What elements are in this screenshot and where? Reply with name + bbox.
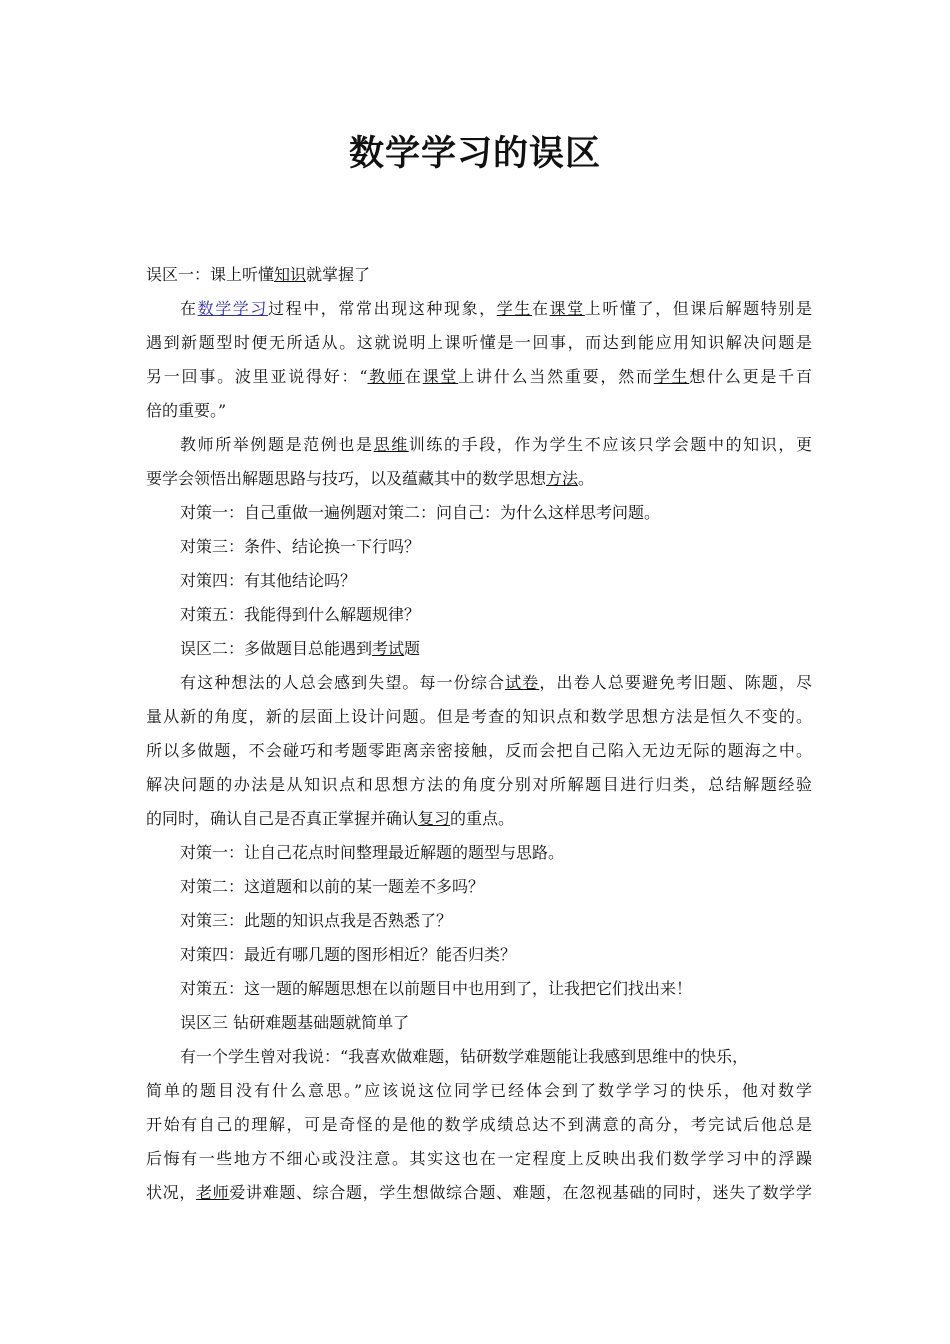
text-run: 对策四：有其他结论吗？ (180, 571, 357, 590)
text-run: 要学会领悟出解题思路与技巧，以及蕴藏其中的数学思想 (146, 469, 547, 488)
text-run: 遇到新题型时便无所适从。这就说明上课听懂是一回事，而达到能应用知识解决问题是 (146, 333, 812, 352)
text-line (146, 1108, 812, 1142)
text-run: 简单的题目没有什么意思。”应该说这位同学已经体会到了数学学习的快乐，他对数学 (146, 1081, 812, 1100)
underlined-term: 思维 (373, 435, 409, 454)
text-run: 误区一：课上听懂 (146, 265, 275, 284)
text-run: 爱讲难题、综合题，学生想做综合题、难题，在忽视基础的同时，迷失了数学学 (229, 1183, 812, 1202)
text-run: 所以多做题，不会碰巧和考题零距离亲密接触，反而会把自己陷入无边无际的题海之中。 (146, 741, 812, 760)
text-run: ，出卷人总要避免考旧题、陈题，尽 (539, 673, 812, 692)
text-line (146, 326, 812, 360)
text-line (146, 1142, 812, 1176)
text-run: 上听懂了，但课后解题特别是 (584, 299, 812, 318)
text-line (146, 768, 812, 802)
underlined-term: 方法 (546, 469, 579, 488)
text-run: 对策一：让自己花点时间整理最近解题的题型与思路。 (180, 843, 565, 862)
text-line (146, 292, 812, 326)
text-line (146, 904, 812, 938)
text-run: 就掌握了 (306, 265, 371, 284)
text-run: 训练的手段，作为学生不应该只学会题中的知识，更 (408, 435, 812, 454)
text-run: 另一回事。波里亚说得好：“ (146, 367, 368, 386)
text-line (146, 666, 812, 700)
underlined-term: 老师 (196, 1183, 230, 1202)
text-line (146, 972, 812, 1006)
text-run: 的同时，确认自己是否真正掌握并确认 (146, 809, 419, 828)
text-run: 倍的重要。” (146, 401, 227, 420)
text-line (146, 836, 812, 870)
text-line (146, 802, 812, 836)
text-line (146, 1074, 812, 1108)
text-line (146, 700, 812, 734)
text-line (146, 598, 812, 632)
text-line (146, 1006, 812, 1040)
text-run: 。 (578, 469, 595, 488)
text-run: 想什么更是千百 (689, 367, 812, 386)
text-run: 过程中，常常出现这种现象， (268, 299, 497, 318)
text-run: 对策三：条件、结论换一下行吗？ (180, 537, 421, 556)
text-line (146, 938, 812, 972)
inline-link[interactable]: 数学学习 (197, 299, 268, 318)
text-run: 题 (404, 639, 421, 658)
text-run: 量从新的角度，新的层面上设计问题。但是考查的知识点和数学思想方法是恒久不变的。 (146, 707, 812, 726)
text-run: 在 (404, 367, 423, 386)
text-run: 对策二：这道题和以前的某一题差不多吗？ (180, 877, 485, 896)
text-line (146, 258, 812, 292)
text-run: 误区二：多做题目总能遇到 (180, 639, 373, 658)
text-run: 后悔有一些地方不细心或没注意。其实这也在一定程度上反映出我们数学学习中的浮躁 (146, 1149, 812, 1168)
text-run: 开始有自己的理解，可是奇怪的是他的数学成绩总达不到满意的高分，考完试后他总是 (146, 1115, 812, 1134)
underlined-term: 复习 (418, 809, 451, 828)
text-run: 状况， (146, 1183, 196, 1202)
underlined-term: 考试 (372, 639, 405, 658)
text-line (146, 1176, 812, 1210)
text-line (146, 1040, 812, 1074)
text-run: 有这种想法的人总会感到失望。每一份综合 (180, 673, 506, 692)
text-run: 对策三：此题的知识点我是否熟悉了？ (180, 911, 453, 930)
document-title: 数学学习的误区 (348, 134, 601, 174)
text-line (146, 360, 812, 394)
text-line (146, 564, 812, 598)
text-run: 教师所举例题是范例也是 (180, 435, 374, 454)
text-run: 上讲什么当然重要，然而 (458, 367, 654, 386)
text-line (146, 394, 812, 428)
text-line (146, 734, 812, 768)
text-line (146, 530, 812, 564)
text-line (146, 870, 812, 904)
text-run: 在 (531, 299, 550, 318)
underlined-term: 课堂 (549, 299, 585, 318)
underlined-term: 课堂 (422, 367, 459, 386)
text-run: 对策五：我能得到什么解题规律？ (180, 605, 421, 624)
text-line (146, 632, 812, 666)
text-run: 对策四：最近有哪几题的图形相近？能否归类？ (180, 945, 517, 964)
underlined-term: 学生 (653, 367, 690, 386)
text-run: 在 (180, 299, 198, 318)
text-line (146, 496, 812, 530)
underlined-term: 知识 (274, 265, 307, 284)
document-body (146, 258, 812, 1210)
text-run: 解决问题的办法是从知识点和思想方法的角度分别对所解题目进行归类，总结解题经验 (146, 775, 812, 794)
underlined-term: 教师 (367, 367, 405, 386)
text-line (146, 462, 812, 496)
text-run: 的重点。 (450, 809, 515, 828)
text-run: 有一个学生曾对我说：“我喜欢做难题，钻研数学难题能让我感到思维中的快乐， (180, 1047, 749, 1066)
text-run: 误区三 钻研难题基础题就简单了 (180, 1013, 410, 1032)
text-run: 对策五：这一题的解题思想在以前题目中也用到了，让我把它们找出来！ (180, 979, 693, 998)
text-line (146, 428, 812, 462)
underlined-term: 试卷 (505, 673, 540, 692)
underlined-term: 学生 (496, 299, 532, 318)
text-run: 对策一：自己重做一遍例题对策二：问自己：为什么这样思考问题。 (180, 503, 661, 522)
